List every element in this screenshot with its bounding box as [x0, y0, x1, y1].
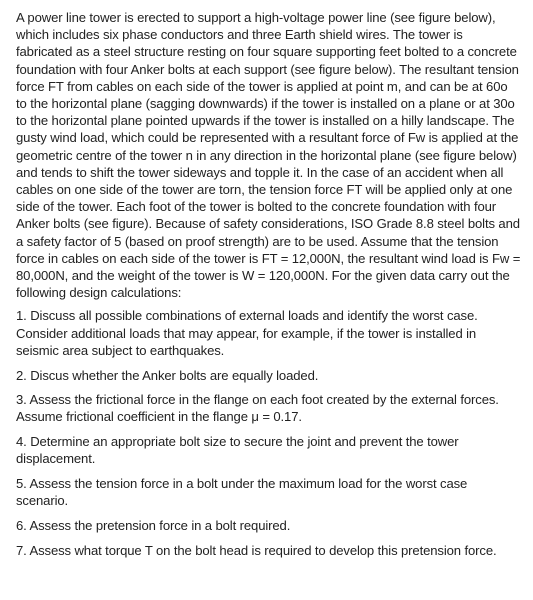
task-item-5: 5. Assess the tension force in a bolt under the maximum load for the worst case scenario.	[16, 476, 468, 509]
document-body	[16, 9, 521, 566]
task-list	[16, 307, 521, 558]
task-item-3: 3. Assess the frictional force in the flange on each foot created by the external forces. Assume frictional coefficient in the flange μ = 0.17.	[16, 392, 499, 425]
task-item-6: 6. Assess the pretension force in a bolt required.	[16, 517, 291, 533]
task-item-4: 4. Determine an appropriate bolt size to secure the joint and prevent the tower displacement.	[16, 434, 459, 467]
task-item-1: 1. Discuss all possible combinations of external loads and identify the worst case. Consider additional loads that may appear, for example, if the tower is installed in seismic area subject to earthquakes.	[16, 308, 478, 358]
problem-statement: A power line tower is erected to support a high-voltage power line (see figure below), which includes six phase conductors and three Earth shield wires. The tower is fabricated as a steel structure resting on four square supporting feet bolted to a concrete foundation with four Anker bolts at each support (see figure below). The resultant tension force FT from cables on each side of the tower is applied at point m, and can be at 60o to the horizontal plane (sagging downwards) if the tower is installed on a plane or at 30o to the horizontal plane pointed upwards if the tower is installed on a hilly landscape. The gusty wind load, which could be represented with a resultant force of Fw is applied at the geometric centre of the tower n in any direction in the horizontal plane (see figure below) and tends to shift the tower sideways and topple it. In the case of an accident when all cables on one side of the tower are torn, the tension force FT will be applied only at one side of the tower. Each foot of the tower is bolted to the concrete foundation with four Anker bolts (see figure). Because of safety considerations, ISO Grade 8.8 steel bolts and a safety factor of 5 (based on proof strength) are to be used. Assume that the tension force in cables on each side of the tower is FT = 12,000N, the resultant wind load is Fw = 80,000N, and the weight of the tower is W = 120,000N. For the given data carry out the following design calculations:	[16, 10, 521, 301]
task-item-2: 2. Discus whether the Anker bolts are equally loaded.	[16, 367, 319, 383]
task-item-7: 7. Assess what torque T on the bolt head is required to develop this pretension force.	[16, 542, 497, 558]
